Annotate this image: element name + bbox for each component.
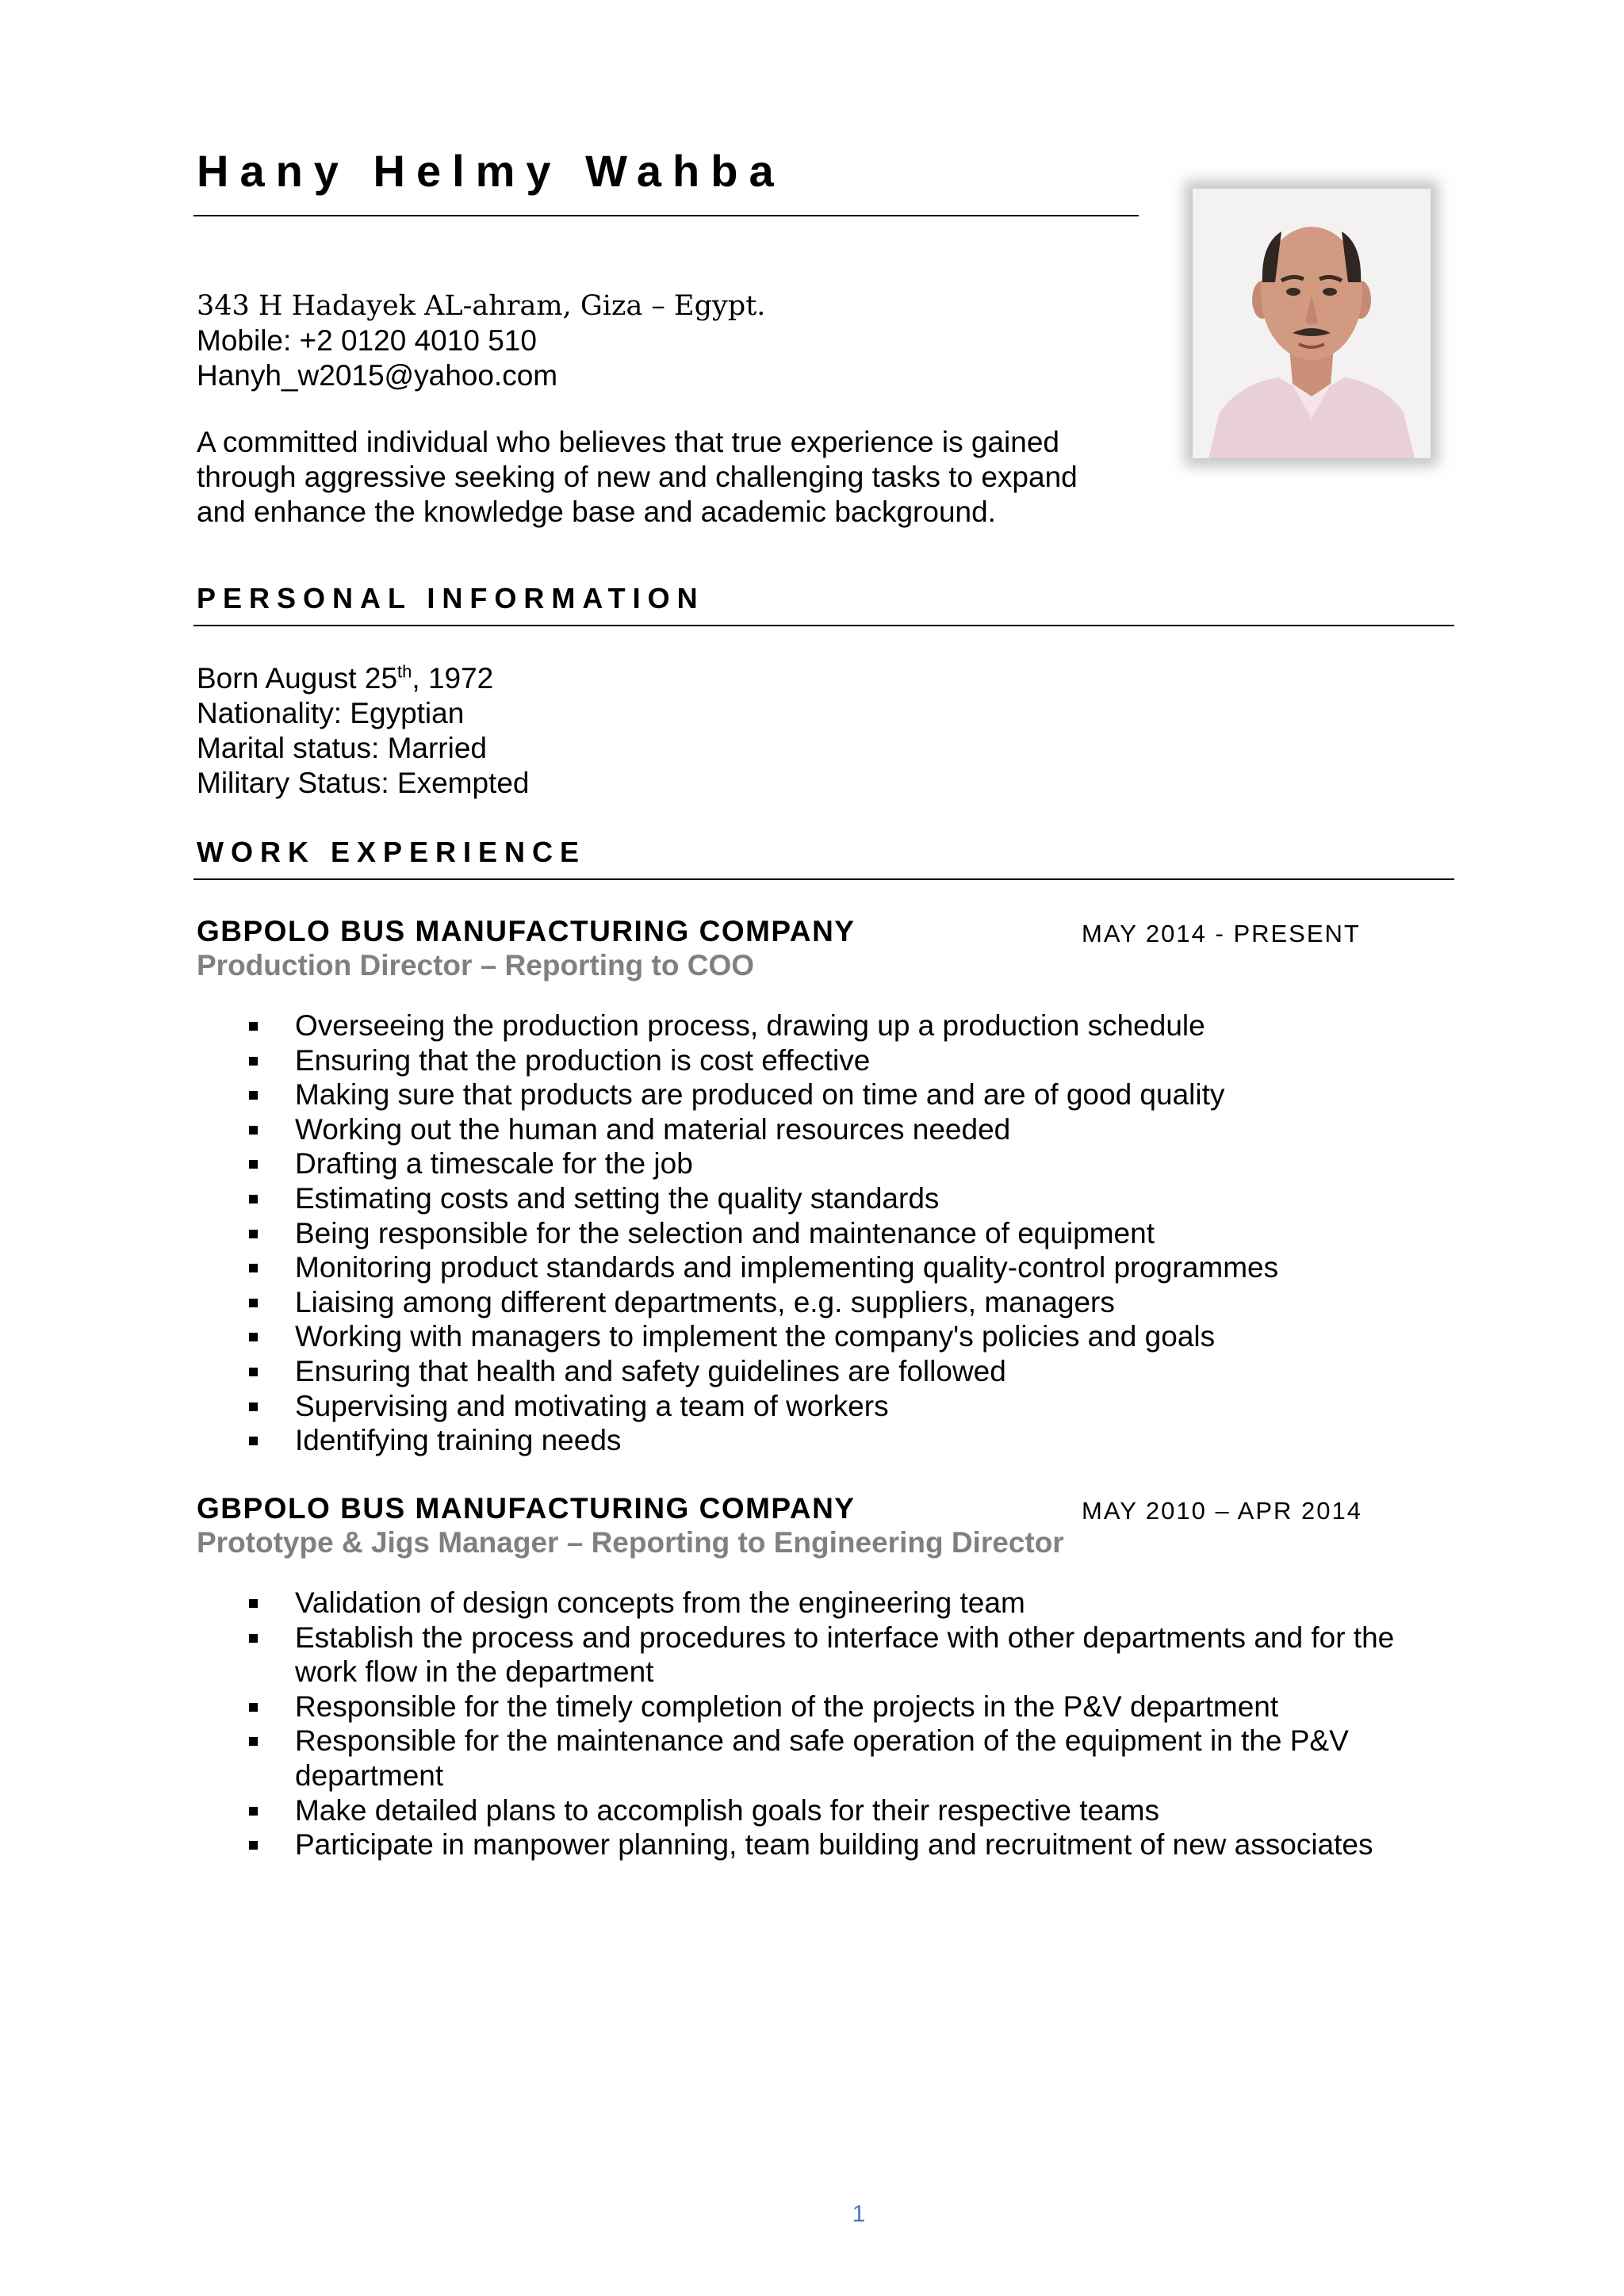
job-duties-list bbox=[244, 1586, 1434, 1862]
job-duties-list bbox=[244, 1008, 1434, 1458]
duty-item bbox=[244, 1586, 1434, 1621]
duty-text: Being responsible for the selection and maintenance of equipment bbox=[295, 1216, 1155, 1249]
square-bullet-icon bbox=[249, 1126, 258, 1135]
duty-item bbox=[244, 1354, 1434, 1389]
work-experience-heading: WORK EXPERIENCE bbox=[197, 836, 587, 868]
job-dates: MAY 2010 – APR 2014 bbox=[1082, 1497, 1362, 1525]
duty-item bbox=[244, 1077, 1434, 1112]
profile-photo bbox=[1193, 189, 1431, 458]
job-company: GBPOLO BUS MANUFACTURING COMPANY bbox=[197, 915, 856, 947]
contact-email[interactable]: Hanyh_w2015@yahoo.com bbox=[197, 359, 558, 392]
duty-item bbox=[244, 1689, 1434, 1724]
duty-text: Validation of design concepts from the engineering team bbox=[295, 1586, 1025, 1619]
duty-text: Responsible for the maintenance and safe operation of the equipment in the P&V department bbox=[295, 1724, 1349, 1792]
duty-item bbox=[244, 1827, 1434, 1862]
birth-date-ordinal: th bbox=[397, 661, 412, 682]
duty-item bbox=[244, 1423, 1434, 1458]
personal-information-heading: PERSONAL INFORMATION bbox=[197, 582, 705, 614]
square-bullet-icon bbox=[249, 1230, 258, 1238]
military-status: Military Status: Exempted bbox=[197, 767, 530, 799]
square-bullet-icon bbox=[249, 1057, 258, 1066]
square-bullet-icon bbox=[249, 1437, 258, 1445]
job-title: Prototype & Jigs Manager – Reporting to Engineering Director bbox=[197, 1526, 1064, 1559]
duty-item bbox=[244, 1724, 1434, 1793]
square-bullet-icon bbox=[249, 1634, 258, 1643]
duty-item bbox=[244, 1621, 1434, 1689]
square-bullet-icon bbox=[249, 1841, 258, 1850]
duty-text: Ensuring that health and safety guidelines are followed bbox=[295, 1354, 1006, 1387]
marital-status: Marital status: Married bbox=[197, 732, 487, 764]
duty-item bbox=[244, 1008, 1434, 1043]
square-bullet-icon bbox=[249, 1264, 258, 1272]
duty-text: Identifying training needs bbox=[295, 1424, 622, 1457]
name-divider bbox=[193, 215, 1139, 216]
birth-date bbox=[197, 661, 529, 696]
duty-item bbox=[244, 1181, 1434, 1216]
duty-text: Responsible for the timely completion of the projects in the P&V department bbox=[295, 1689, 1279, 1723]
duty-text: Working out the human and material resources needed bbox=[295, 1112, 1011, 1146]
duty-text: Estimating costs and setting the quality standards bbox=[295, 1181, 940, 1215]
duty-text: Drafting a timescale for the job bbox=[295, 1147, 693, 1181]
square-bullet-icon bbox=[249, 1195, 258, 1203]
square-bullet-icon bbox=[249, 1022, 258, 1031]
candidate-name: Hany Helmy Wahba bbox=[197, 146, 785, 196]
duty-text: Establish the process and procedures to interface with other departments and for the work flow in the department bbox=[295, 1621, 1395, 1689]
square-bullet-icon bbox=[249, 1703, 258, 1712]
duty-text: Monitoring product standards and implementing quality-control programmes bbox=[295, 1251, 1279, 1284]
square-bullet-icon bbox=[249, 1368, 258, 1376]
contact-mobile: Mobile: +2 0120 4010 510 bbox=[197, 324, 537, 357]
duty-text: Ensuring that the production is cost effective bbox=[295, 1043, 871, 1077]
personal-information-divider bbox=[193, 625, 1454, 626]
job-company: GBPOLO BUS MANUFACTURING COMPANY bbox=[197, 1492, 856, 1525]
duty-text: Overseeing the production process, drawing up a production schedule bbox=[295, 1009, 1205, 1042]
duty-text: Working with managers to implement the company's policies and goals bbox=[295, 1320, 1216, 1353]
square-bullet-icon bbox=[249, 1091, 258, 1100]
duty-item bbox=[244, 1043, 1434, 1078]
job-dates: MAY 2014 - PRESENT bbox=[1082, 920, 1361, 947]
contact-block bbox=[197, 289, 765, 393]
duty-item bbox=[244, 1285, 1434, 1320]
contact-address: 343 H Hadayek AL-ahram, Giza – Egypt. bbox=[197, 290, 766, 322]
duty-item bbox=[244, 1250, 1434, 1285]
duty-item bbox=[244, 1319, 1434, 1354]
square-bullet-icon bbox=[249, 1160, 258, 1169]
square-bullet-icon bbox=[249, 1599, 258, 1608]
duty-text: Making sure that products are produced on time and are of good quality bbox=[295, 1078, 1225, 1112]
page-number: 1 bbox=[852, 2201, 866, 2227]
profile-summary: A committed individual who believes that true experience is gained through aggressive seeking of new and challenging tasks to expand and enhance the knowledge base and academic background. bbox=[197, 426, 1078, 528]
square-bullet-icon bbox=[249, 1402, 258, 1411]
square-bullet-icon bbox=[249, 1299, 258, 1307]
work-experience-divider bbox=[193, 878, 1454, 880]
nationality: Nationality: Egyptian bbox=[197, 697, 465, 729]
duty-item bbox=[244, 1112, 1434, 1147]
square-bullet-icon bbox=[249, 1333, 258, 1341]
birth-date-year: , 1972 bbox=[412, 662, 494, 695]
square-bullet-icon bbox=[249, 1737, 258, 1746]
duty-text: Supervising and motivating a team of workers bbox=[295, 1389, 889, 1422]
personal-information-block bbox=[197, 661, 529, 801]
square-bullet-icon bbox=[249, 1807, 258, 1816]
birth-date-prefix: Born August 25 bbox=[197, 662, 398, 695]
duty-item bbox=[244, 1146, 1434, 1181]
duty-item bbox=[244, 1793, 1434, 1828]
job-title: Production Director – Reporting to COO bbox=[197, 949, 755, 982]
duty-text: Liaising among different departments, e.g. suppliers, managers bbox=[295, 1285, 1115, 1318]
duty-text: Participate in manpower planning, team building and recruitment of new associates bbox=[295, 1828, 1373, 1862]
duty-item bbox=[244, 1216, 1434, 1251]
portrait-image bbox=[1193, 189, 1431, 458]
duty-text: Make detailed plans to accomplish goals for their respective teams bbox=[295, 1793, 1159, 1827]
duty-item bbox=[244, 1389, 1434, 1424]
